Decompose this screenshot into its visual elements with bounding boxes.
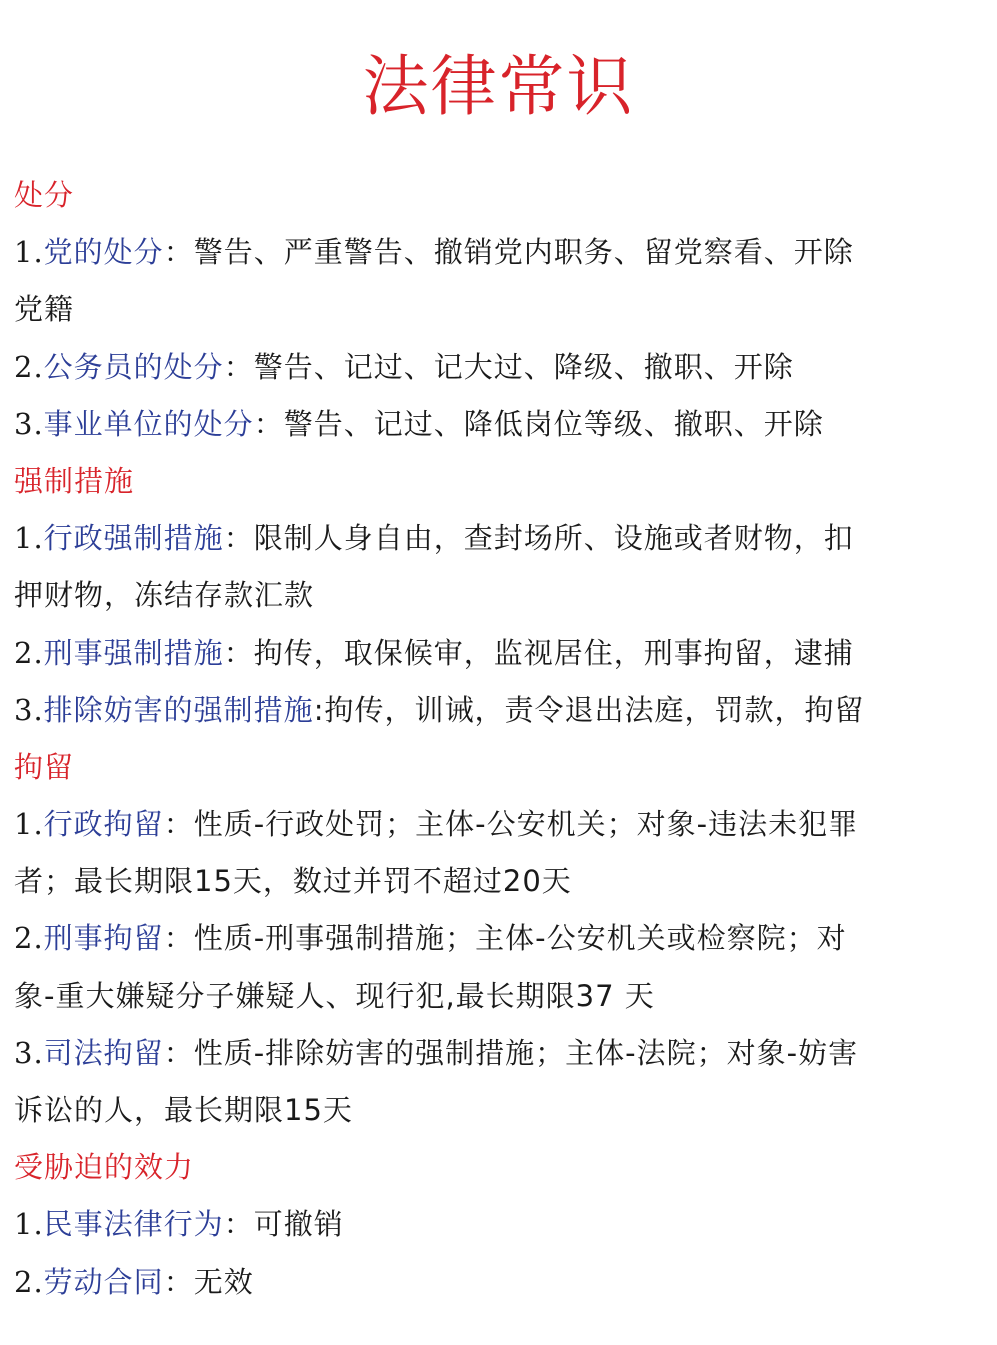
item-term: 行政强制措施 — [43, 521, 224, 556]
list-item — [14, 910, 984, 967]
item-term: 司法拘留 — [43, 1035, 164, 1070]
item-description: 限制人身自由，查封场所、设施或者财物，扣 — [253, 521, 854, 556]
item-description-continued: 诉讼的人，最长期限15天 — [14, 1093, 353, 1127]
item-separator: ： — [163, 235, 194, 270]
list-item — [14, 510, 984, 567]
document-body — [14, 167, 984, 1311]
list-item — [14, 224, 984, 281]
item-term: 事业单位的处分 — [43, 406, 254, 441]
item-separator: ： — [163, 1035, 194, 1070]
item-term: 排除妨害的强制措施 — [43, 692, 314, 727]
item-separator: ： — [163, 807, 194, 842]
list-item — [14, 1254, 984, 1311]
list-item — [14, 1025, 984, 1082]
list-item — [14, 682, 984, 739]
item-description: 性质-刑事强制措施；主体-公安机关或检察院；对 — [193, 921, 847, 956]
item-description: 性质-行政处罚；主体-公安机关；对象-违法未犯罪 — [193, 807, 859, 842]
item-number: 3. — [14, 406, 44, 441]
item-separator: ： — [223, 635, 254, 670]
item-separator: ： — [163, 1264, 194, 1299]
item-description-continued: 党籍 — [14, 292, 75, 327]
page-title: 法律常识 — [362, 48, 635, 125]
item-description: 拘传，取保候审，监视居住，刑事拘留，逮捕 — [253, 635, 854, 670]
item-number: 3. — [14, 692, 44, 727]
item-separator: ： — [223, 1207, 254, 1242]
item-separator: ： — [163, 921, 194, 956]
item-term: 公务员的处分 — [43, 349, 224, 384]
item-number: 1. — [14, 807, 44, 842]
item-description: 警告、记过、记大过、降级、撤职、开除 — [253, 349, 794, 384]
item-term: 民事法律行为 — [43, 1207, 224, 1242]
item-description: 可撤销 — [253, 1207, 344, 1242]
list-item — [14, 625, 984, 682]
item-separator: ： — [223, 521, 254, 556]
item-number: 1. — [14, 235, 44, 270]
item-description: 性质-排除妨害的强制措施；主体-法院；对象-妨害 — [193, 1035, 859, 1070]
item-number: 1. — [14, 1207, 44, 1242]
item-term: 行政拘留 — [43, 807, 164, 842]
item-separator: : — [313, 692, 325, 727]
item-term: 劳动合同 — [43, 1264, 164, 1299]
item-description: 拘传，训诫，责令退出法庭，罚款，拘留 — [324, 692, 865, 727]
item-number: 1. — [14, 521, 44, 556]
section-heading: 强制措施 — [14, 463, 135, 498]
item-separator: ： — [223, 349, 254, 384]
list-item — [14, 1196, 984, 1253]
item-term: 党的处分 — [43, 235, 164, 270]
section-heading: 处分 — [14, 178, 75, 212]
item-description-continued: 象-重大嫌疑分子嫌疑人、现行犯,最长期限37 天 — [14, 978, 655, 1013]
list-item — [14, 339, 984, 396]
list-item — [14, 796, 984, 853]
item-description-continued: 者；最长期限15天，数过并罚不超过20天 — [14, 864, 572, 899]
item-number: 3. — [14, 1035, 44, 1070]
item-number: 2. — [14, 1264, 44, 1299]
item-term: 刑事强制措施 — [43, 635, 224, 670]
item-description: 警告、记过、降低岗位等级、撤职、开除 — [283, 406, 824, 441]
item-number: 2. — [14, 349, 44, 384]
item-number: 2. — [14, 921, 44, 956]
item-number: 2. — [14, 635, 44, 670]
list-item — [14, 396, 984, 453]
section-heading: 受胁迫的效力 — [14, 1150, 195, 1185]
item-description: 无效 — [193, 1264, 254, 1299]
item-separator: ： — [253, 406, 284, 441]
item-description: 警告、严重警告、撤销党内职务、留党察看、开除 — [193, 235, 854, 270]
item-description-continued: 押财物，冻结存款汇款 — [14, 578, 315, 613]
section-heading: 拘留 — [14, 749, 75, 784]
item-term: 刑事拘留 — [43, 921, 164, 956]
